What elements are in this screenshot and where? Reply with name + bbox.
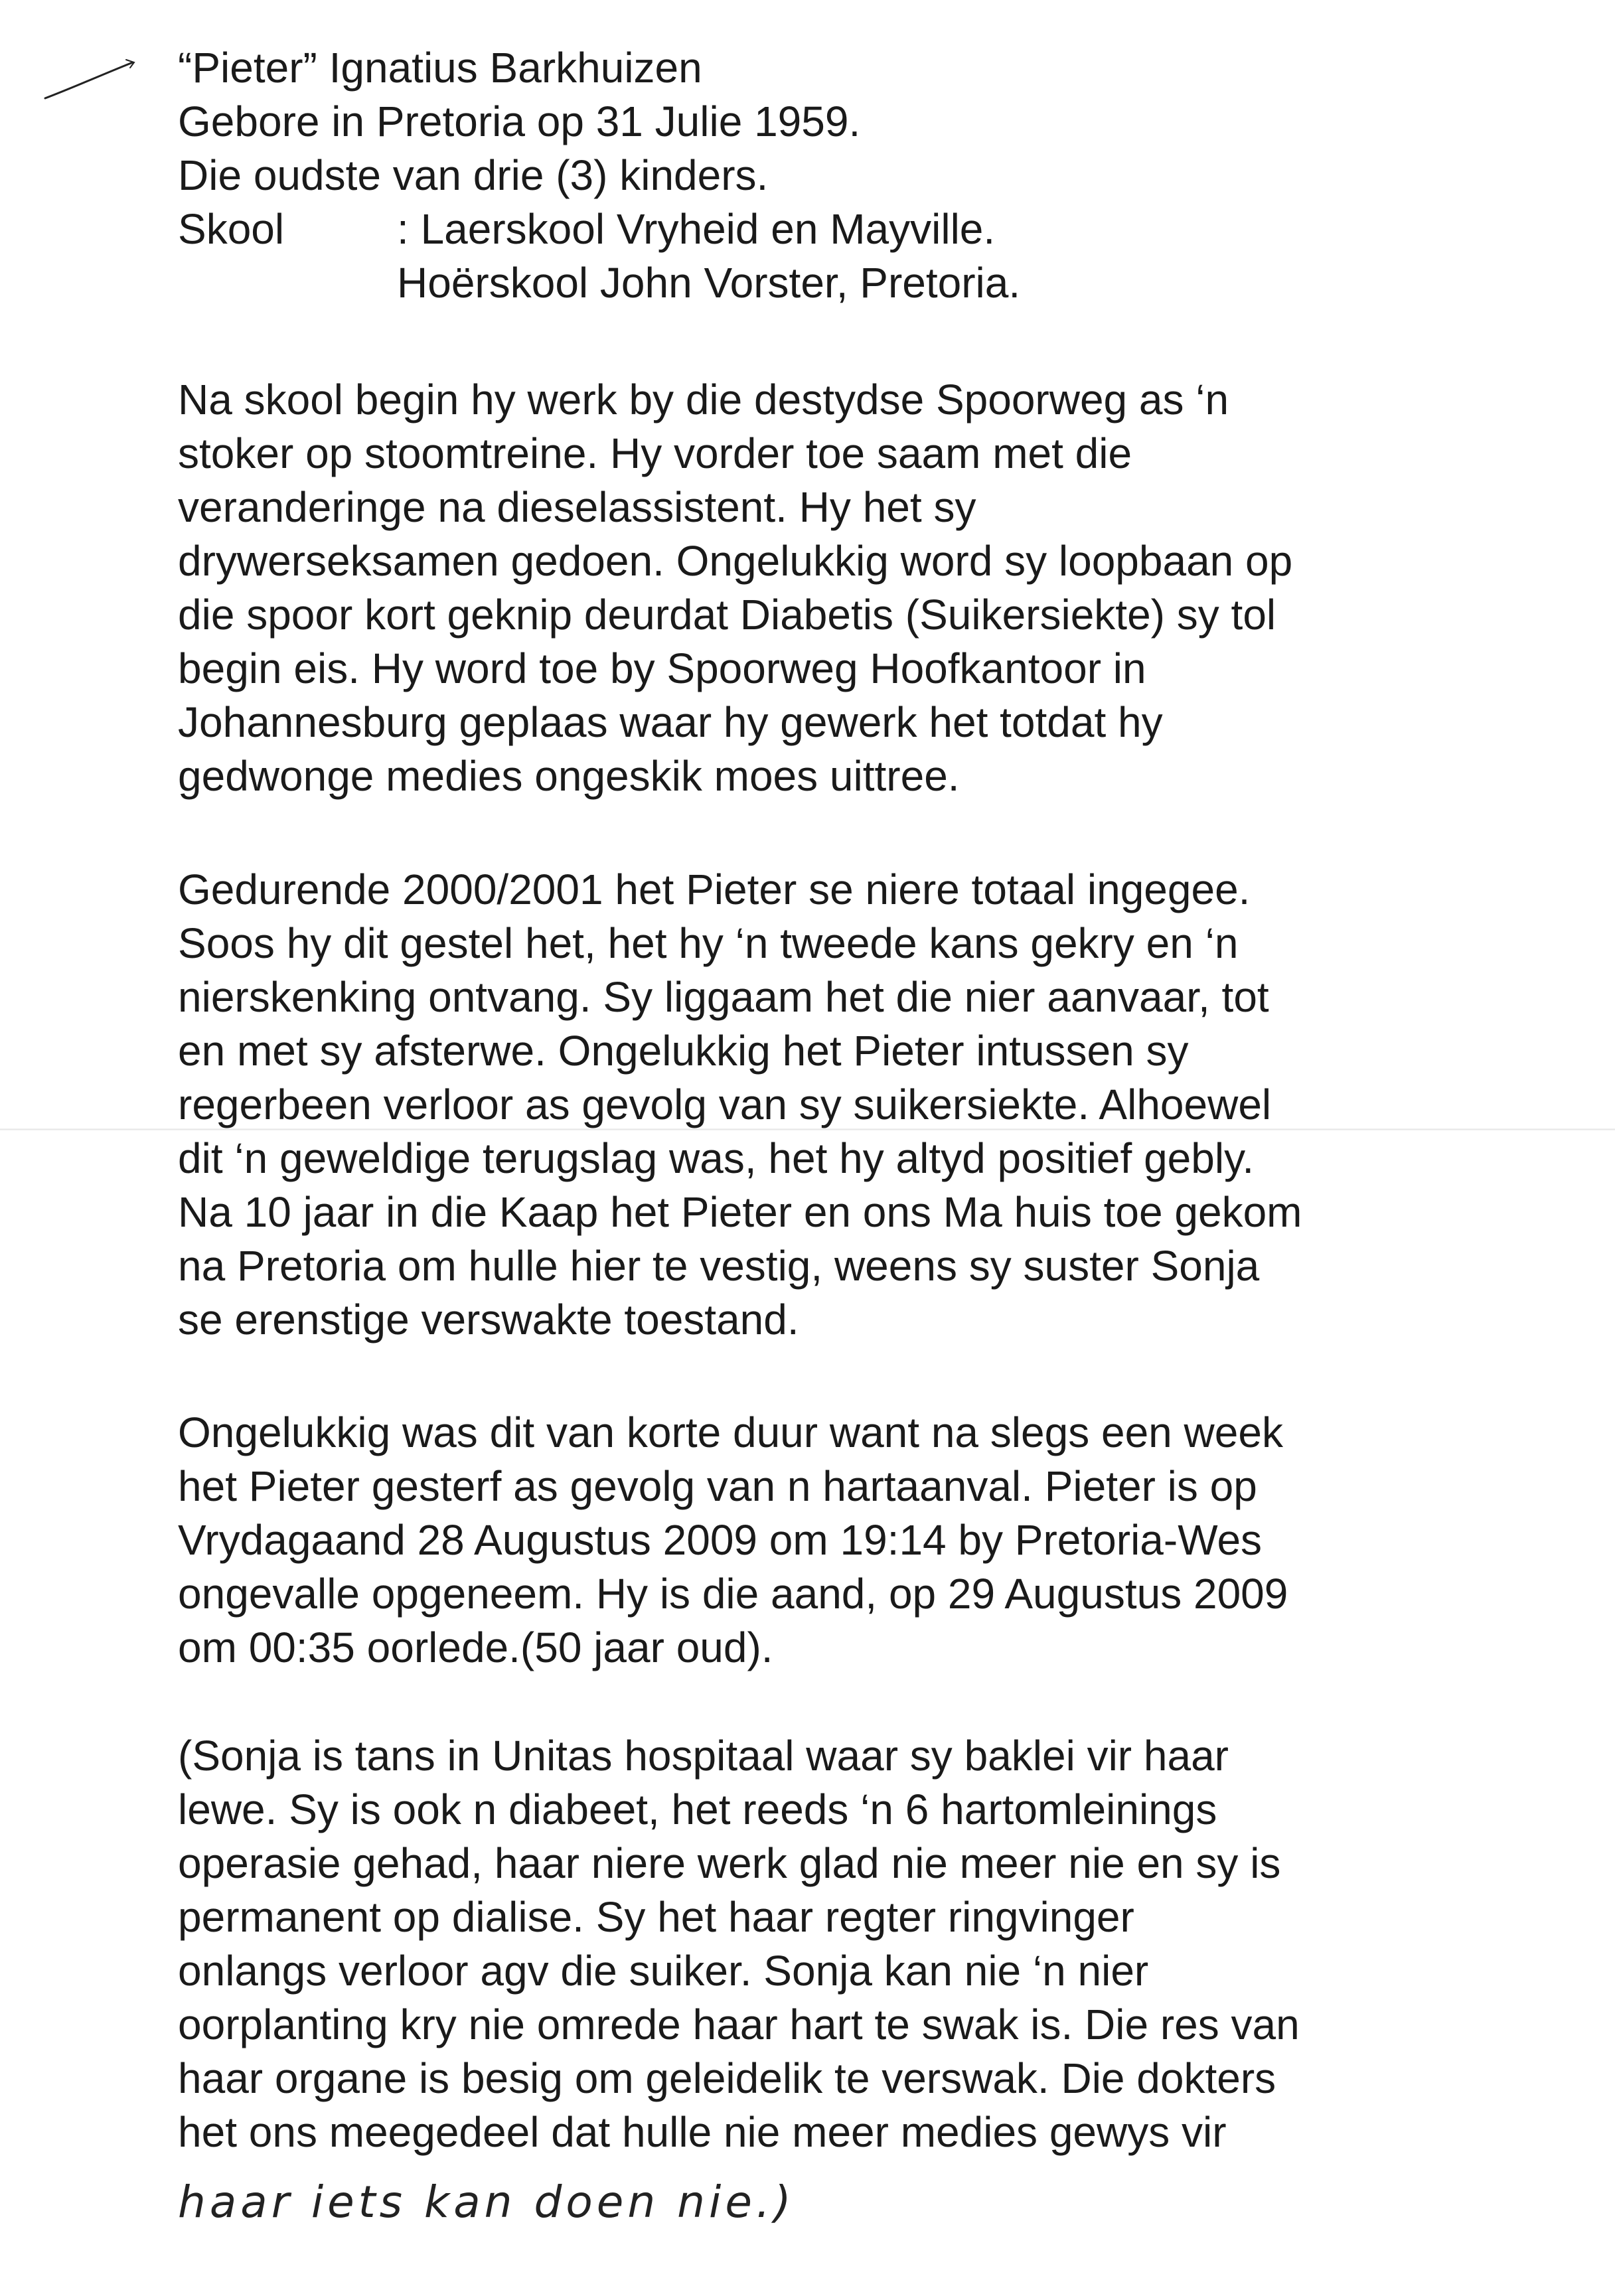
school-secondary: Hoërskool John Vorster, Pretoria. <box>397 259 1021 307</box>
paragraph-line: en met sy afsterwe. Ongelukkig het Pieter intussen sy <box>178 1027 1189 1075</box>
paragraph-line: na Pretoria om hulle hier te vestig, weens sy suster Sonja <box>178 1242 1260 1290</box>
paragraph-line: stoker op stoomtreine. Hy vorder toe saam met die <box>178 429 1132 477</box>
paragraph-line: het Pieter gesterf as gevolg van n hartaanval. Pieter is op <box>178 1462 1257 1510</box>
paragraph-line: Johannesburg geplaas waar hy gewerk het totdat hy <box>178 698 1163 746</box>
paragraph-passing <box>178 1406 1572 1675</box>
handwritten-note <box>178 2164 941 2244</box>
paragraph-line: regerbeen verloor as gevolg van sy suikersiekte. Alhoewel <box>178 1081 1272 1128</box>
paragraph-line: Ongelukkig was dit van korte duur want na slegs een week <box>178 1409 1283 1456</box>
paragraph-line: Soos hy dit gestel het, het hy ‘n tweede kans gekry en ‘n <box>178 919 1239 967</box>
paragraph-line: onlangs verloor agv die suiker. Sonja kan nie ‘n nier <box>178 1947 1149 1995</box>
paragraph-line: lewe. Sy is ook n diabeet, het reeds ‘n 6 hartomleinings <box>178 1786 1217 1833</box>
paragraph-line: haar organe is besig om geleidelik te verswak. Die dokters <box>178 2054 1276 2102</box>
paragraph-line: Gedurende 2000/2001 het Pieter se niere totaal ingegee. <box>178 866 1251 913</box>
paragraph-line: Vrydagaand 28 Augustus 2009 om 19:14 by Pretoria-Wes <box>178 1516 1263 1564</box>
paragraph-line: ongevalle opgeneem. Hy is die aand, op 29 Augustus 2009 <box>178 1570 1288 1618</box>
paragraph-line: om 00:35 oorlede.(50 jaar oud). <box>178 1624 773 1671</box>
paragraph-line: drywerseksamen gedoen. Ongelukkig word sy loopbaan op <box>178 537 1293 585</box>
born-line: Gebore in Pretoria op 31 Julie 1959. <box>178 98 861 145</box>
paragraph-line: oorplanting kry nie omrede haar hart te swak is. Die res van <box>178 2001 1300 2048</box>
handwritten-text: haar iets kan doen nie.) <box>178 2177 795 2228</box>
paragraph-line: die spoor kort geknip deurdat Diabetis (Suikersiekte) sy tol <box>178 591 1276 639</box>
paragraph-line: (Sonja is tans in Unitas hospitaal waar sy baklei vir haar <box>178 1732 1229 1780</box>
paragraph-line: operasie gehad, haar niere werk glad nie meer nie en sy is <box>178 1839 1281 1887</box>
paragraph-line: het ons meegedeel dat hulle nie meer medies gewys vir <box>178 2108 1227 2156</box>
paragraph-career <box>178 373 1572 803</box>
paragraph-health <box>178 863 1572 1347</box>
header-block <box>178 41 1572 310</box>
school-label: Skool <box>178 205 285 253</box>
school-line-2 <box>178 256 1572 310</box>
paragraph-line: permanent op dialise. Sy het haar regter ringvinger <box>178 1893 1134 1941</box>
paragraph-line: se erenstige verswakte toestand. <box>178 1296 799 1343</box>
paragraph-sonja <box>178 1729 1572 2159</box>
paragraph-line: Na 10 jaar in die Kaap het Pieter en ons Ma huis toe gekom <box>178 1188 1302 1236</box>
school-primary: : Laerskool Vryheid en Mayville. <box>397 205 996 253</box>
eldest-line: Die oudste van drie (3) kinders. <box>178 151 769 199</box>
paragraph-line: begin eis. Hy word toe by Spoorweg Hoofkantoor in <box>178 645 1146 692</box>
name-line: “Pieter” Ignatius Barkhuizen <box>178 44 702 92</box>
pen-stroke-mark <box>40 53 139 106</box>
paragraph-line: Na skool begin hy werk by die destydse Spoorweg as ‘n <box>178 376 1229 423</box>
paragraph-line: nierskenking ontvang. Sy liggaam het die nier aanvaar, tot <box>178 973 1269 1021</box>
paragraph-line: gedwonge medies ongeskik moes uittree. <box>178 752 960 800</box>
paragraph-line: dit ‘n geweldige terugslag was, het hy altyd positief gebly. <box>178 1134 1255 1182</box>
paragraph-line: veranderinge na dieselassistent. Hy het sy <box>178 483 976 531</box>
school-line <box>178 202 1572 256</box>
